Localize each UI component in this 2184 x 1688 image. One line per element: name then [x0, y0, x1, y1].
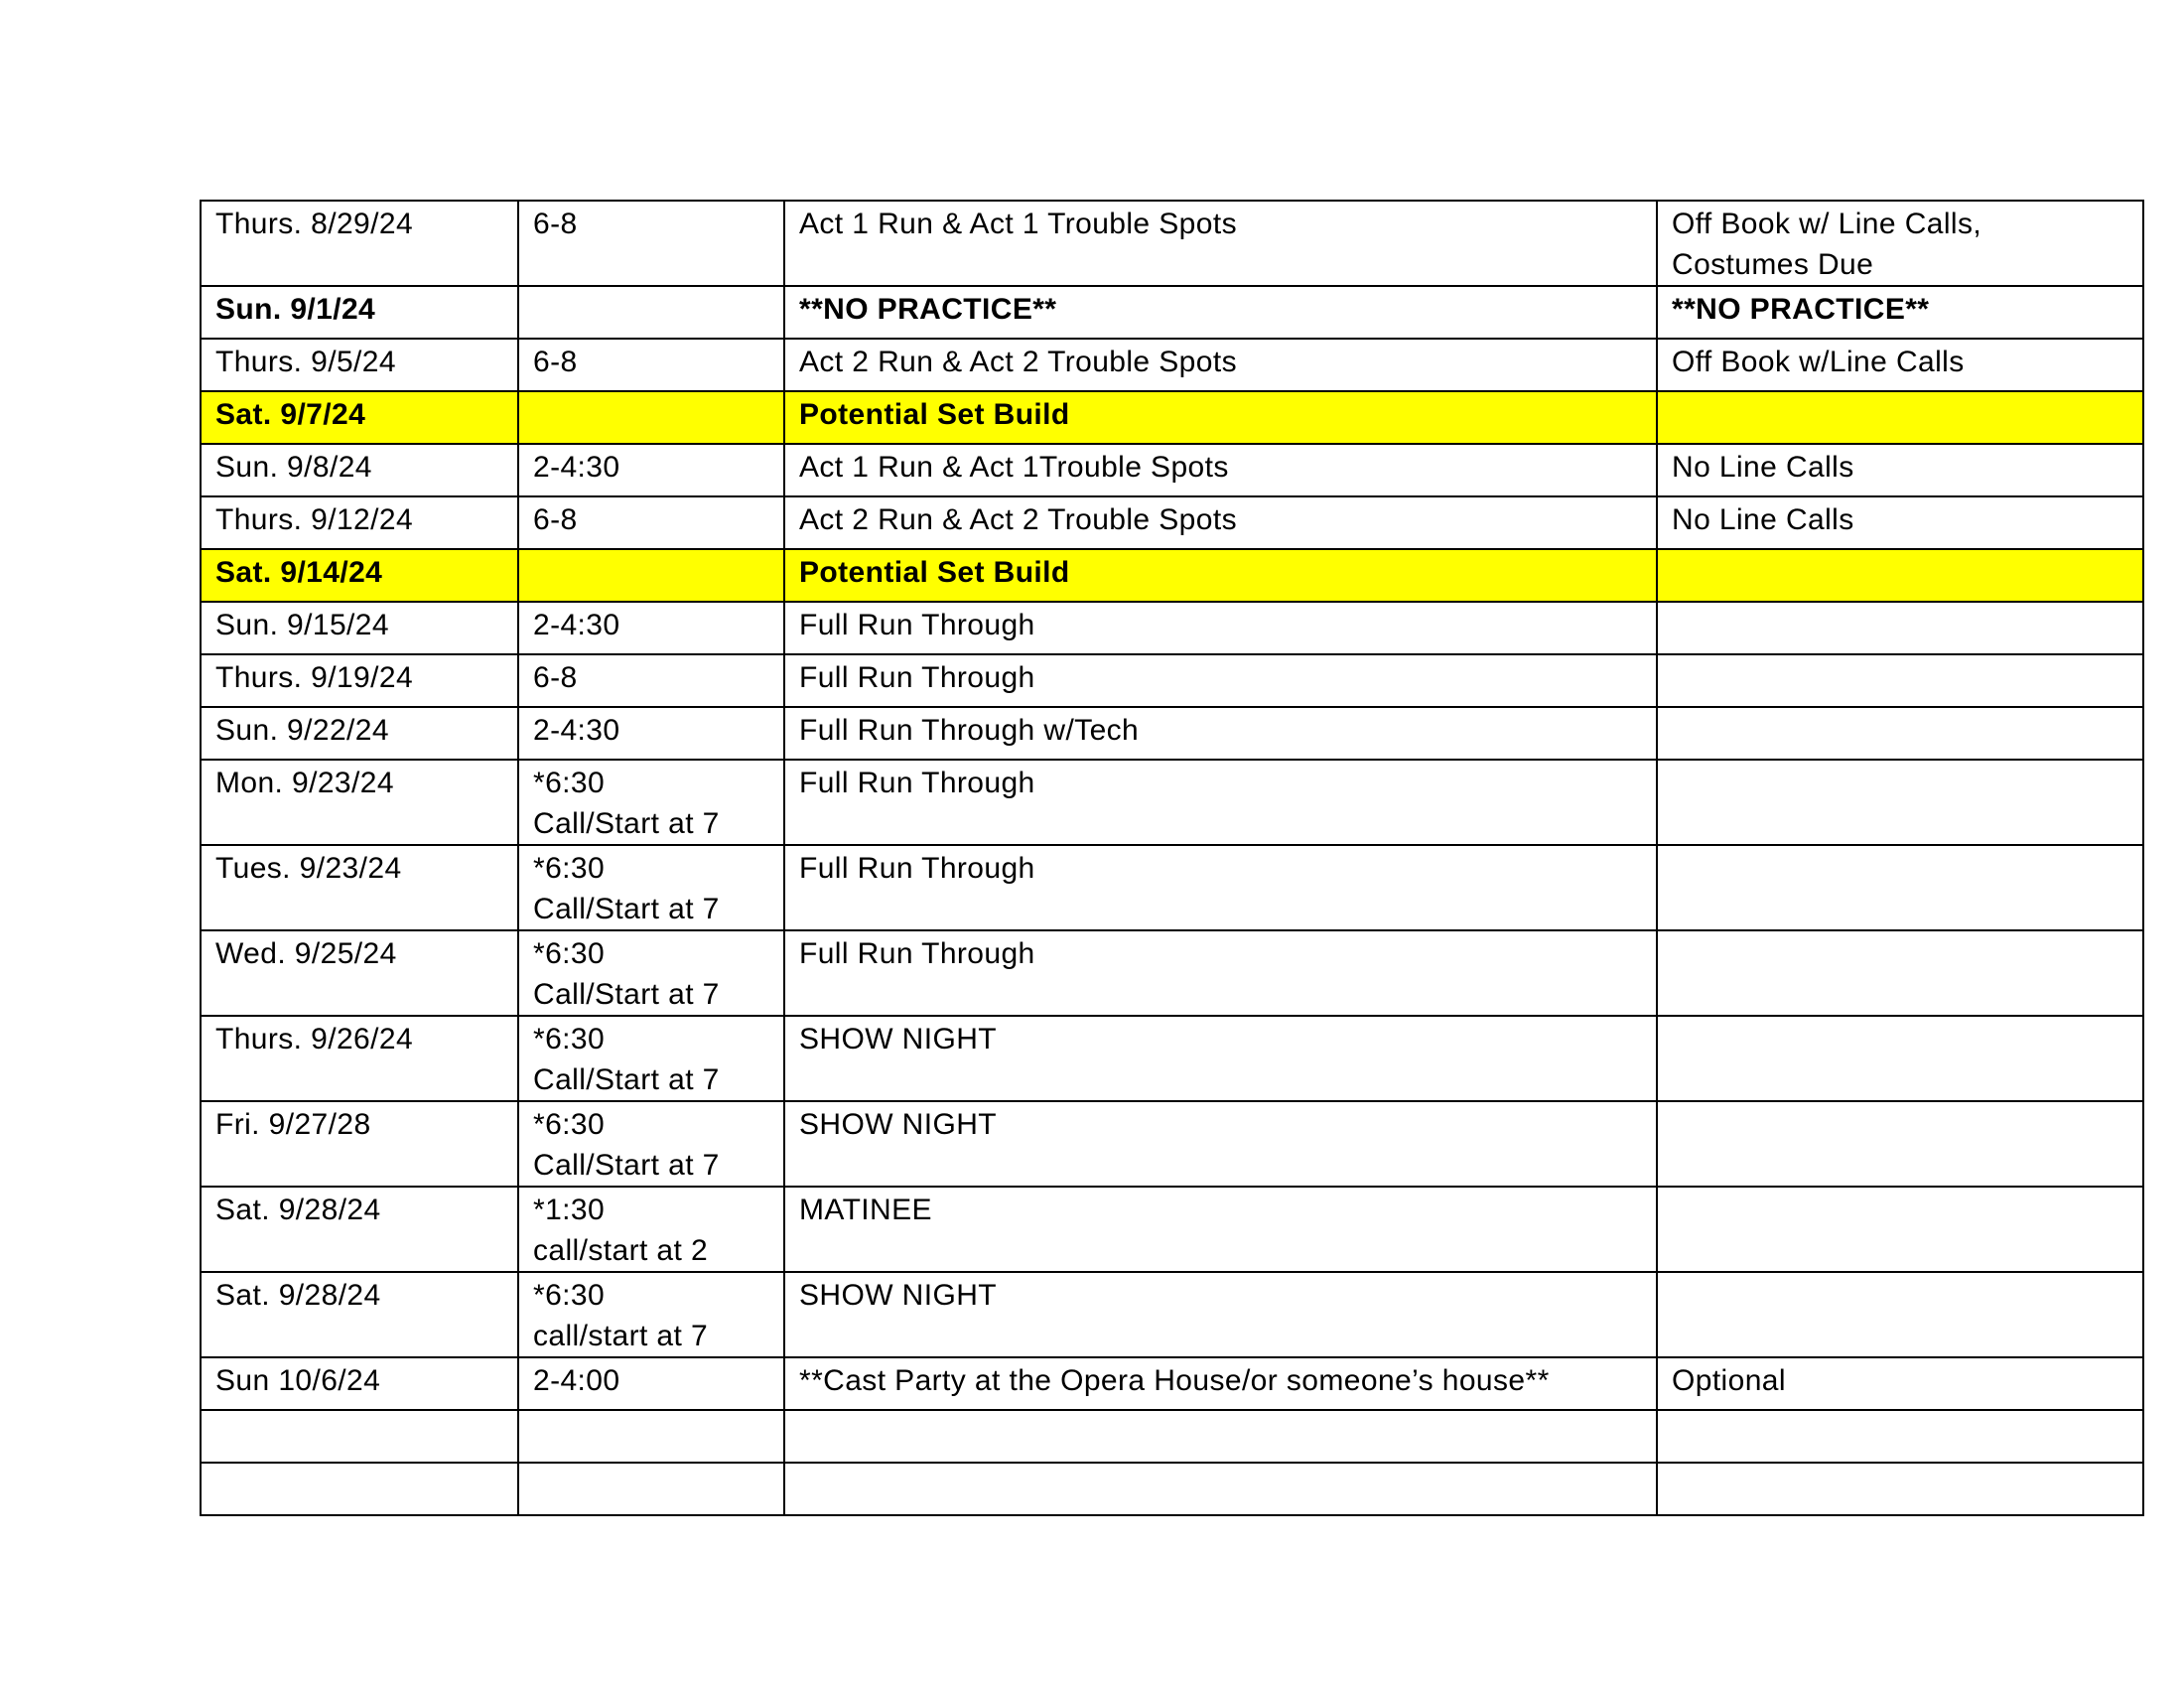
time-cell [518, 549, 784, 602]
date-cell: Sat. 9/7/24 [201, 391, 518, 444]
activity-cell: **NO PRACTICE** [784, 286, 1657, 339]
time-cell: 6-8 [518, 496, 784, 549]
date-cell: Sun 10/6/24 [201, 1357, 518, 1410]
notes-cell: No Line Calls [1657, 444, 2143, 496]
activity-cell: Full Run Through [784, 654, 1657, 707]
time-cell: *6:30 Call/Start at 7 [518, 760, 784, 845]
activity-cell [784, 1410, 1657, 1463]
activity-cell: Act 1 Run & Act 1 Trouble Spots [784, 201, 1657, 286]
table-row [201, 286, 2143, 339]
notes-cell [1657, 391, 2143, 444]
notes-cell: Optional [1657, 1357, 2143, 1410]
date-cell: Sat. 9/28/24 [201, 1187, 518, 1272]
notes-cell: Off Book w/ Line Calls, Costumes Due [1657, 201, 2143, 286]
date-cell: Thurs. 9/26/24 [201, 1016, 518, 1101]
time-cell: *6:30 Call/Start at 7 [518, 930, 784, 1016]
table-row [201, 1357, 2143, 1410]
time-cell: 6-8 [518, 339, 784, 391]
table-row [201, 845, 2143, 930]
notes-cell [1657, 602, 2143, 654]
notes-cell: Off Book w/Line Calls [1657, 339, 2143, 391]
notes-cell [1657, 930, 2143, 1016]
date-cell: Sun. 9/1/24 [201, 286, 518, 339]
notes-cell: No Line Calls [1657, 496, 2143, 549]
table-row [201, 1101, 2143, 1187]
table-row [201, 1016, 2143, 1101]
date-cell: Wed. 9/25/24 [201, 930, 518, 1016]
time-cell [518, 391, 784, 444]
date-cell: Sun. 9/15/24 [201, 602, 518, 654]
notes-cell [1657, 707, 2143, 760]
activity-cell: Full Run Through w/Tech [784, 707, 1657, 760]
table-row-empty [201, 1410, 2143, 1463]
date-cell: Sat. 9/28/24 [201, 1272, 518, 1357]
time-cell: 6-8 [518, 201, 784, 286]
time-cell: *6:30 call/start at 7 [518, 1272, 784, 1357]
table-row [201, 444, 2143, 496]
time-cell: 2-4:30 [518, 707, 784, 760]
table-row [201, 707, 2143, 760]
activity-cell: SHOW NIGHT [784, 1272, 1657, 1357]
activity-cell: Full Run Through [784, 930, 1657, 1016]
activity-cell: Full Run Through [784, 845, 1657, 930]
notes-cell [1657, 1187, 2143, 1272]
activity-cell: **Cast Party at the Opera House/or someone’s house** [784, 1357, 1657, 1410]
activity-cell: SHOW NIGHT [784, 1016, 1657, 1101]
activity-cell: MATINEE [784, 1187, 1657, 1272]
notes-cell [1657, 654, 2143, 707]
date-cell: Sun. 9/8/24 [201, 444, 518, 496]
table-row-highlighted [201, 391, 2143, 444]
date-cell: Fri. 9/27/28 [201, 1101, 518, 1187]
table-row [201, 760, 2143, 845]
notes-cell [1657, 1272, 2143, 1357]
activity-cell: Potential Set Build [784, 549, 1657, 602]
time-cell: *6:30 Call/Start at 7 [518, 1016, 784, 1101]
time-cell: 2-4:00 [518, 1357, 784, 1410]
table-row [201, 201, 2143, 286]
date-cell [201, 1410, 518, 1463]
date-cell: Thurs. 9/19/24 [201, 654, 518, 707]
activity-cell: Act 2 Run & Act 2 Trouble Spots [784, 339, 1657, 391]
table-row-empty [201, 1463, 2143, 1515]
activity-cell [784, 1463, 1657, 1515]
notes-cell [1657, 1016, 2143, 1101]
table-row-highlighted [201, 549, 2143, 602]
activity-cell: Potential Set Build [784, 391, 1657, 444]
notes-cell [1657, 760, 2143, 845]
date-cell: Thurs. 9/5/24 [201, 339, 518, 391]
activity-cell: Act 1 Run & Act 1Trouble Spots [784, 444, 1657, 496]
notes-cell [1657, 1101, 2143, 1187]
time-cell [518, 286, 784, 339]
table-row [201, 930, 2143, 1016]
activity-cell: Act 2 Run & Act 2 Trouble Spots [784, 496, 1657, 549]
table-row [201, 339, 2143, 391]
table-row [201, 1272, 2143, 1357]
activity-cell: Full Run Through [784, 602, 1657, 654]
time-cell: 6-8 [518, 654, 784, 707]
table-row [201, 654, 2143, 707]
time-cell [518, 1463, 784, 1515]
date-cell [201, 1463, 518, 1515]
notes-cell [1657, 845, 2143, 930]
notes-cell [1657, 549, 2143, 602]
activity-cell: Full Run Through [784, 760, 1657, 845]
time-cell: *6:30 Call/Start at 7 [518, 845, 784, 930]
time-cell: *6:30 Call/Start at 7 [518, 1101, 784, 1187]
date-cell: Mon. 9/23/24 [201, 760, 518, 845]
rehearsal-schedule-table [200, 200, 2144, 1516]
activity-cell: SHOW NIGHT [784, 1101, 1657, 1187]
table-row [201, 1187, 2143, 1272]
date-cell: Tues. 9/23/24 [201, 845, 518, 930]
notes-cell [1657, 1410, 2143, 1463]
table-row [201, 496, 2143, 549]
time-cell [518, 1410, 784, 1463]
date-cell: Thurs. 8/29/24 [201, 201, 518, 286]
time-cell: *1:30 call/start at 2 [518, 1187, 784, 1272]
time-cell: 2-4:30 [518, 444, 784, 496]
notes-cell: **NO PRACTICE** [1657, 286, 2143, 339]
date-cell: Sun. 9/22/24 [201, 707, 518, 760]
date-cell: Sat. 9/14/24 [201, 549, 518, 602]
time-cell: 2-4:30 [518, 602, 784, 654]
notes-cell [1657, 1463, 2143, 1515]
date-cell: Thurs. 9/12/24 [201, 496, 518, 549]
table-row [201, 602, 2143, 654]
